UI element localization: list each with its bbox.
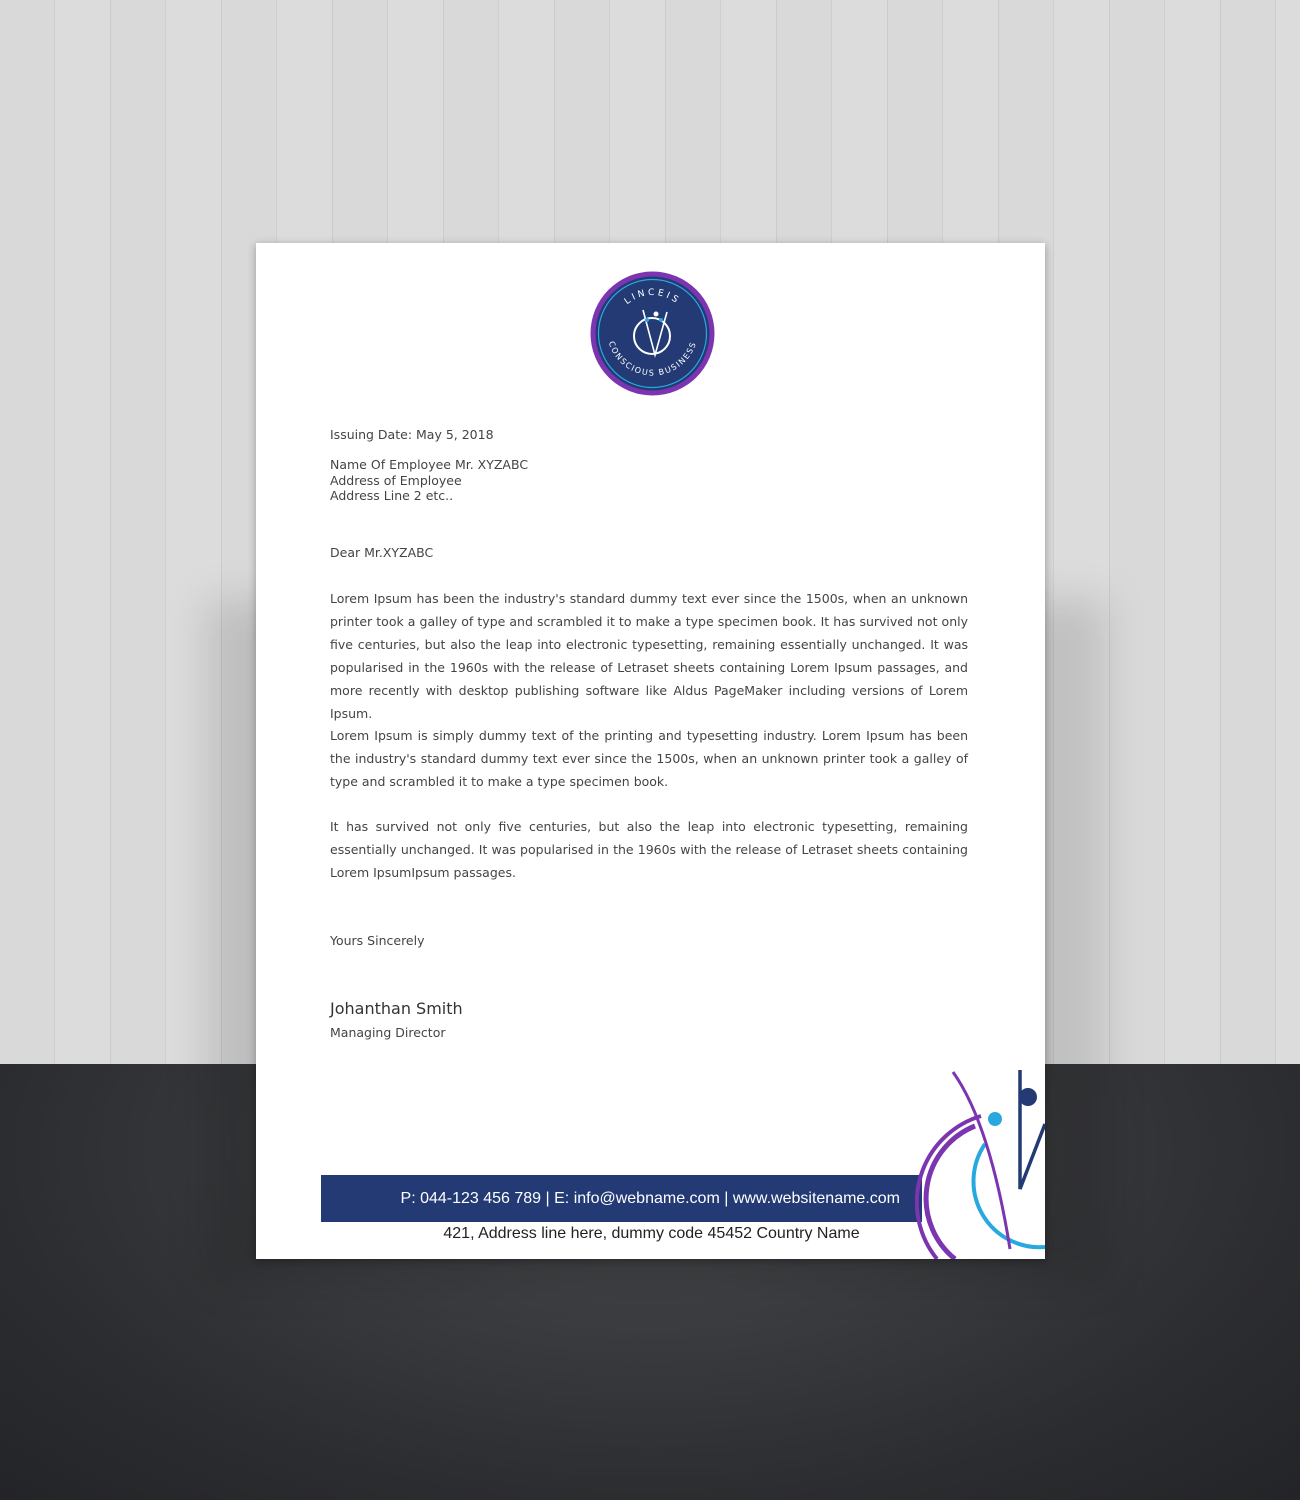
salutation: Dear Mr.XYZABC	[330, 545, 434, 560]
letterhead-page	[256, 243, 1045, 1259]
footer-contact-bar: P: 044-123 456 789 | E: info@webname.com | www.websitename.com	[321, 1175, 922, 1222]
svg-text:CONSCIOUS BUSINESS: CONSCIOUS BUSINESS	[606, 339, 699, 378]
signer-title: Managing Director	[330, 1025, 446, 1040]
paragraph-2: Lorem Ipsum is simply dummy text of the printing and typesetting industry. Lorem Ipsum has been the industry's standard dummy text ever since the 1500s, when an unknown printer took a galley of type and scrambled it to make a type specimen book.	[330, 728, 968, 789]
recipient-block	[330, 457, 528, 504]
svg-text:LINCEIS: LINCEIS	[622, 287, 683, 307]
footer-address: 421, Address line here, dummy code 45452 Country Name	[443, 1225, 860, 1242]
closing: Yours Sincerely	[330, 933, 425, 948]
paragraph-1: Lorem Ipsum has been the industry's standard dummy text ever since the 1500s, when an unknown printer took a galley of type and scrambled it to make a type specimen book. It has survived not only five centuries, but also the leap into electronic typesetting, remaining essentially unchanged. It was popularised in the 1960s with the release of Letraset sheets containing Lorem Ipsum passages, and more recently with desktop publishing software like Aldus PageMaker including versions of Lorem Ipsum.	[330, 591, 968, 721]
paragraph-3: It has survived not only five centuries, but also the leap into electronic typesetting, remaining essentially unchanged. It was popularised in the 1960s with the release of Letraset sheets containing Lorem IpsumIpsum passages.	[330, 819, 968, 880]
issuing-date: Issuing Date: May 5, 2018	[330, 427, 494, 442]
company-seal-logo	[589, 270, 716, 397]
recipient-name: Name Of Employee Mr. XYZABC	[330, 457, 529, 472]
corner-logo-mark	[915, 1064, 1045, 1259]
signer-name: Johanthan Smith	[330, 999, 463, 1018]
recipient-address: Address of Employee	[330, 472, 462, 488]
recipient-address-line2: Address Line 2 etc..	[330, 488, 454, 503]
